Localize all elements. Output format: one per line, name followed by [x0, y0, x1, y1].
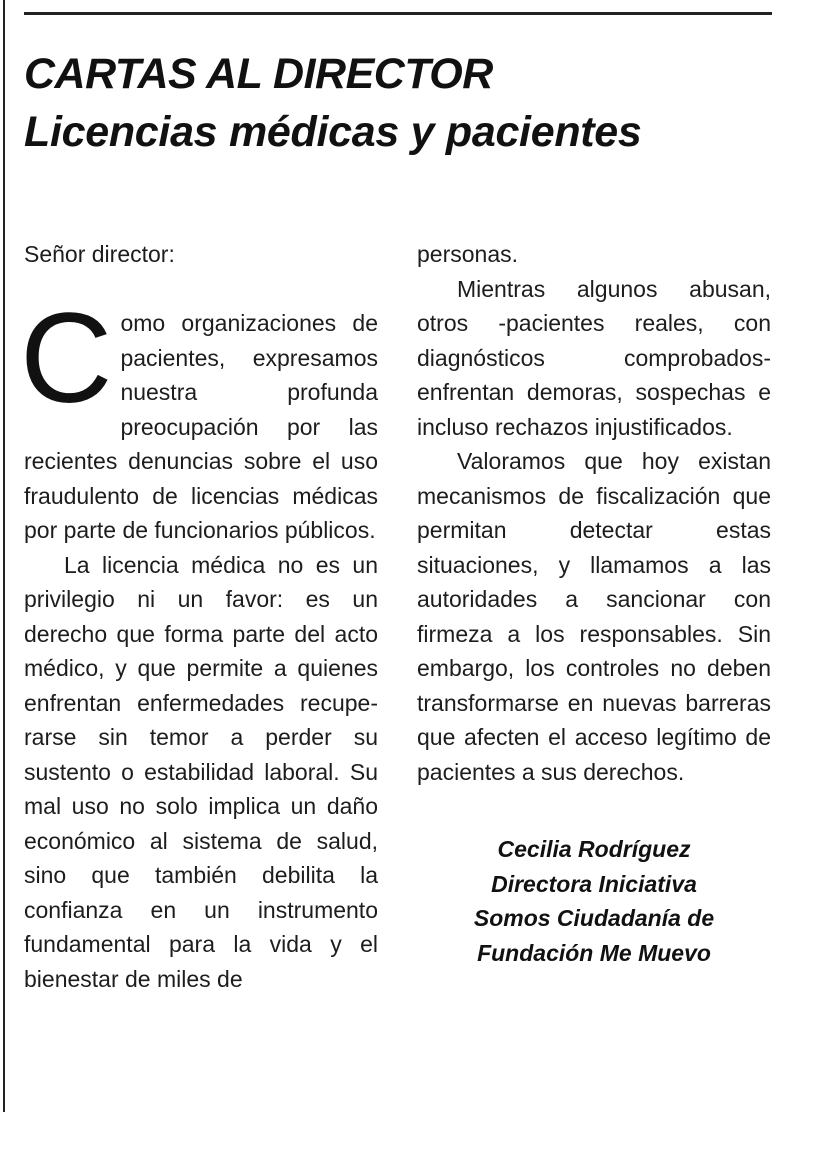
signature-block — [417, 832, 771, 970]
headline — [24, 45, 784, 161]
column-right — [417, 237, 771, 970]
paragraph-3: Mientras algunos abusan, otros -pacientes reales, con diagnósticos comprobados- enfrentan demoras, sospechas e incluso rechazos injustificados. — [417, 275, 771, 440]
signature-role: Directora Iniciativa — [491, 870, 697, 897]
salutation: Señor director: — [24, 241, 175, 267]
left-column-rule — [3, 0, 5, 1112]
signature-org-line-1: Somos Ciudadanía de — [473, 905, 715, 931]
top-rule — [24, 12, 772, 15]
paragraph-1-text: omo organizaciones de pacientes, expresamos nuestra profunda preocupación por las recientes denuncias sobre el uso fraudulento de licencias médicas por parte de funcionarios públicos. — [24, 310, 378, 543]
drop-cap: C — [20, 287, 113, 430]
signature-name: Cecilia Rodríguez — [497, 836, 691, 862]
signature-org-line-2: Fundación Me Muevo — [477, 939, 711, 966]
column-left — [20, 237, 378, 996]
paragraph-4: Valoramos que hoy existan mecanismos de fiscalización que permitan detectar estas situaciones, y llamamos a las autoridades a sancionar con firmeza a los responsables. Sin embargo, los controles no deben transformarse en nuevas barreras que afecten el acceso legítimo de pacientes a sus derechos. — [417, 448, 771, 785]
paragraph-2: La licencia médica no es un privilegio ni un favor: es un derecho que forma parte del acto médico, y que permite a quienes enfrentan enfermedades recuperarse sin temor a perder su sustento o estabilidad laboral. Su mal uso no solo implica un daño económico al sistema de salud, sino que también debilita la confianza en un instrumento fundamental para la vida y el bienestar de miles de — [24, 551, 378, 992]
paragraph-2-continued: personas. — [417, 241, 519, 267]
section-title: CARTAS AL DIRECTOR — [24, 50, 493, 98]
paragraph-1 — [20, 287, 378, 548]
letter-title: Licencias médicas y pacientes — [24, 108, 642, 156]
